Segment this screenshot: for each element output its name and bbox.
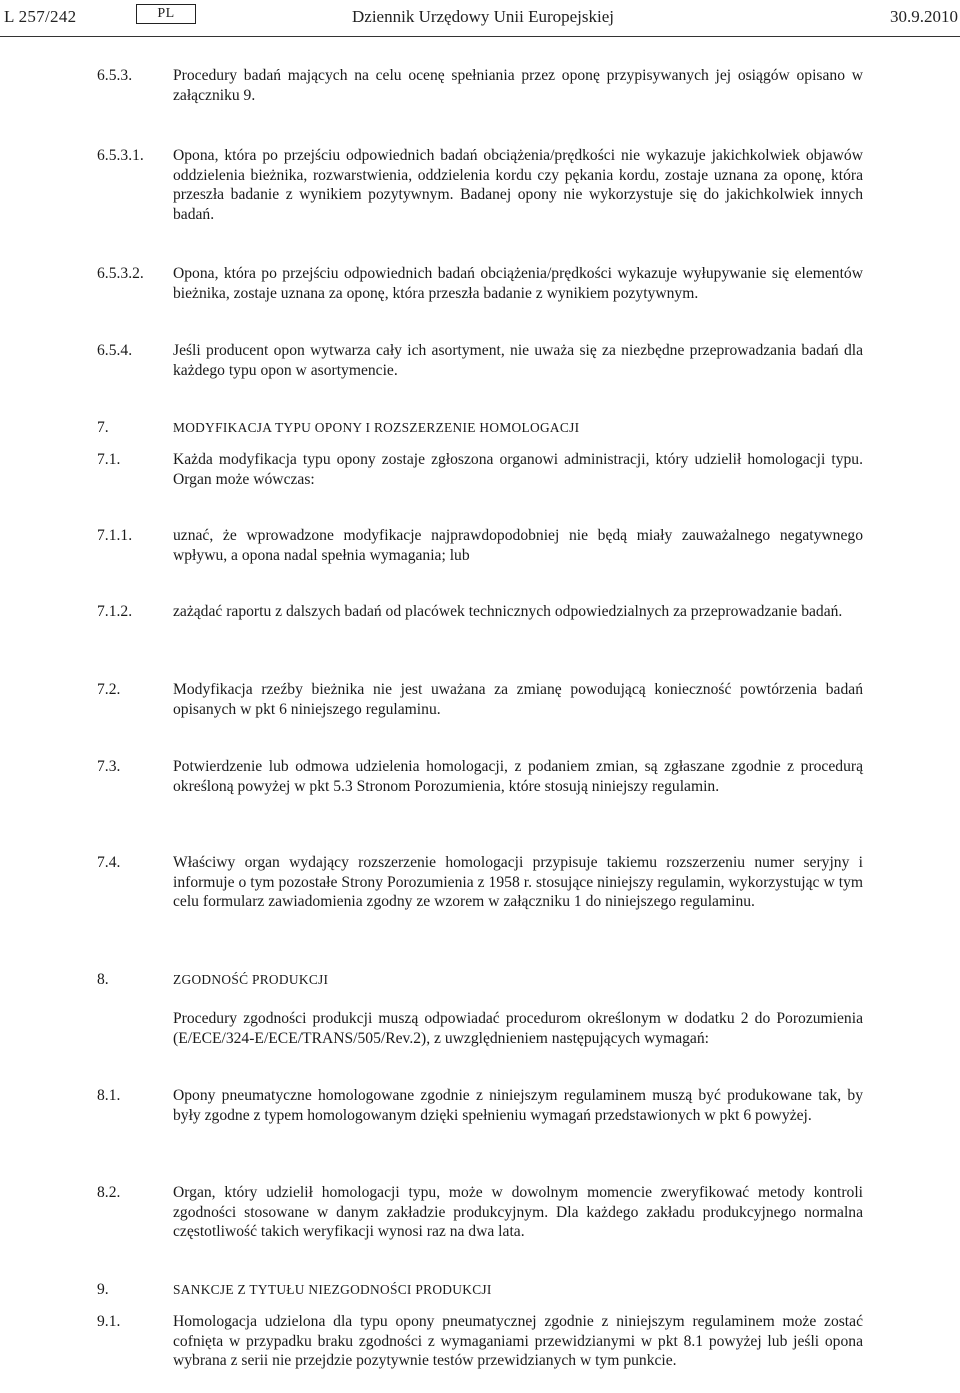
publication-date: 30.9.2010 (890, 7, 958, 26)
section-title: ZGODNOŚĆ PRODUKCJI (173, 972, 329, 987)
paragraph-text: Jeśli producent opon wytwarza cały ich asortyment, nie uważa się za niezbędne przeprowadzania badań dla każdego typu opon w asortymencie. (173, 342, 863, 379)
paragraph-number: 7.3. (97, 758, 121, 775)
paragraph-text: Każda modyfikacja typu opony zostaje zgłoszona organowi administracji, który udzielił homologacji typu. Organ może wówczas: (173, 451, 863, 488)
paragraph-number: 7.1.1. (97, 527, 133, 544)
paragraph-text: zażądać raportu z dalszych badań od placówek technicznych odpowiedzialnych za przeprowadzanie badań. (173, 603, 843, 620)
paragraph-text: Procedury zgodności produkcji muszą odpowiadać procedurom określonym w dodatku 2 do Porozumienia (E/ECE/324-E/ECE/TRANS/505/Rev.2), z uwzględnieniem następujących wymagań: (173, 1010, 863, 1047)
section-title: SANKCJE Z TYTUŁU NIEZGODNOŚCI PRODUKCJI (173, 1282, 492, 1297)
paragraph-number: 6.5.3. (97, 67, 133, 84)
paragraph-number: 6.5.3.2. (97, 265, 144, 282)
paragraph-text: Opona, która po przejściu odpowiednich badań obciążenia/prędkości nie wykazuje jakichkolwiek objawów oddzielenia bieżnika, rozwarstwienia, oddzielenia kordu czy pękania kordu, zostaje uznana za oponę, która przeszła badanie z wynikiem pozytywnym. Badanej opony nie wykorzystuje się do jakichkolwiek innych badań. (173, 147, 863, 223)
section-number: 7. (97, 419, 109, 436)
page-number: L 257/242 (4, 7, 77, 26)
paragraph-text: Procedury badań mających na celu ocenę spełniania przez oponę przypisywanych jej osiągów opisano w załączniku 9. (173, 67, 863, 104)
paragraph-text: Opona, która po przejściu odpowiednich badań obciążenia/prędkości wykazuje wyłupywanie się elementów bieżnika, zostaje uznana za oponę, która przeszła badanie z wynikiem pozytywnym. (173, 265, 863, 302)
paragraph-number: 6.5.4. (97, 342, 133, 359)
section-number: 8. (97, 971, 109, 988)
header-divider (0, 36, 960, 37)
paragraph-text: Opony pneumatyczne homologowane zgodnie z niniejszym regulaminem muszą być produkowane tak, by były zgodne z typem homologowanym dzięki spełnieniu wymagań przedstawionych w pkt 6 powyżej. (173, 1087, 863, 1124)
paragraph-text: Właściwy organ wydający rozszerzenie homologacji przypisuje takiemu rozszerzeniu numer seryjny i informuje o tym pozostałe Strony Porozumienia z 1958 r. stosujące niniejszy regulamin, wykorzystując w tym celu formularz zawiadomienia zgodny ze wzorem w załączniku 1 do niniejszego regulaminu. (173, 854, 863, 910)
paragraph-number: 9.1. (97, 1313, 121, 1330)
paragraph-number: 8.1. (97, 1087, 121, 1104)
paragraph-number: 7.1. (97, 451, 121, 468)
paragraph-text: Potwierdzenie lub odmowa udzielenia homologacji, z podaniem zmian, są zgłaszane zgodnie z procedurą określoną powyżej w pkt 5.3 Stronom Porozumienia, które stosują niniejszy regulamin. (173, 758, 863, 795)
paragraph-number: 7.1.2. (97, 603, 133, 620)
page-header (2, 4, 960, 30)
paragraph-text: Organ, który udzielił homologacji typu, może w dowolnym momencie zweryfikować metody kontroli zgodności stosowane w danym zakładzie produkcyjnym. Dla każdego zakładu produkcyjnego normalna częstotliwość takich weryfikacji wynosi raz na dwa lata. (173, 1184, 863, 1240)
section-number: 9. (97, 1281, 109, 1298)
paragraph-text: Modyfikacja rzeźby bieżnika nie jest uważana za zmianę powodującą konieczność powtórzenia badań opisanych w pkt 6 niniejszego regulaminu. (173, 681, 863, 718)
paragraph-text: uznać, że wprowadzone modyfikacje najprawdopodobniej nie będą miały zauważalnego negatywnego wpływu, a opona nadal spełnia wymagania; lub (173, 527, 863, 564)
paragraph-number: 8.2. (97, 1184, 121, 1201)
journal-title: Dziennik Urzędowy Unii Europejskiej (352, 7, 615, 26)
language-badge: PL (136, 4, 196, 24)
paragraph-number: 7.2. (97, 681, 121, 698)
paragraph-text: Homologacja udzielona dla typu opony pneumatycznej zgodnie z niniejszym regulaminem może zostać cofnięta w przypadku braku zgodności z wymaganiami przewidzianymi w pkt 8.1 powyżej lub jeśli opona wybrana z serii nie przejdzie pozytywnie testów przewidzianych w tym punkcie. (173, 1313, 863, 1369)
paragraph-number: 6.5.3.1. (97, 147, 144, 164)
section-title: MODYFIKACJA TYPU OPONY I ROZSZERZENIE HOMOLOGACJI (173, 420, 580, 435)
paragraph-number: 7.4. (97, 854, 121, 871)
